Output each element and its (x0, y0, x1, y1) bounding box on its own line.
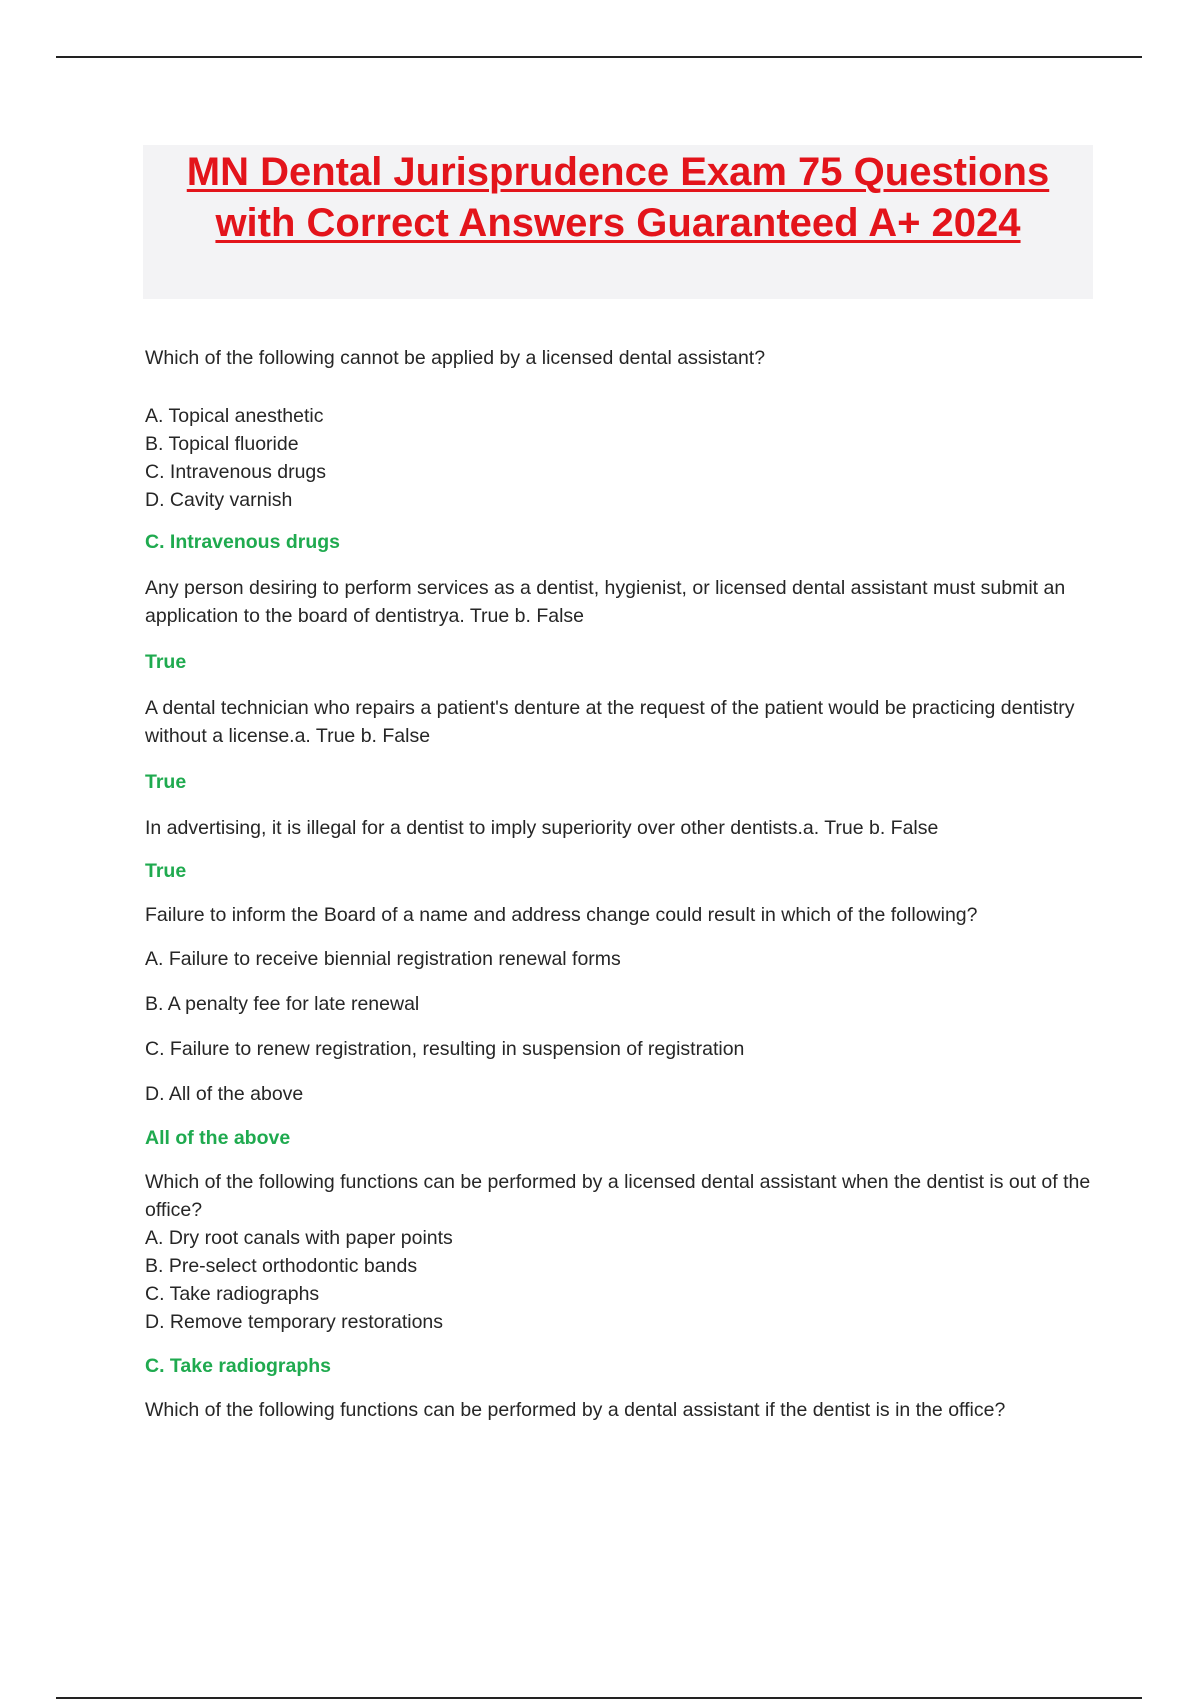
option: D. All of the above (145, 1083, 304, 1105)
option: B. A penalty fee for late renewal (145, 993, 420, 1015)
answer-1: C. Intravenous drugs (145, 531, 341, 553)
document-title: MN Dental Jurisprudence Exam 75 Questions with Correct Answers Guaranteed A+ 2024 (186, 150, 1050, 245)
top-rule (56, 56, 1142, 58)
question-5: Failure to inform the Board of a name and address change could result in which of the following? (145, 904, 978, 926)
option: C. Take radiographs (145, 1283, 320, 1305)
question-3: A dental technician who repairs a patient's denture at the request of the patient would be practicing dentistry without a license.a. True b. False (145, 697, 1075, 747)
option: D. Cavity varnish (145, 489, 293, 511)
answer-2: True (145, 651, 187, 673)
option: B. Pre-select orthodontic bands (145, 1255, 418, 1277)
option: C. Failure to renew registration, resulting in suspension of registration (145, 1038, 745, 1060)
question-1: Which of the following cannot be applied by a licensed dental assistant? (145, 347, 766, 369)
answer-3: True (145, 771, 187, 793)
question-2: Any person desiring to perform services as a dentist, hygienist, or licensed dental assistant must submit an application to the board of dentistrya. True b. False (145, 577, 1066, 627)
question-4: In advertising, it is illegal for a dentist to imply superiority over other dentists.a. True b. False (145, 817, 939, 839)
option: A. Dry root canals with paper points (145, 1227, 453, 1249)
qa-content (145, 340, 1095, 1424)
answer-6: C. Take radiographs (145, 1355, 332, 1377)
question-1-options (145, 402, 1095, 514)
option: A. Failure to receive biennial registration renewal forms (145, 948, 621, 970)
option: A. Topical anesthetic (145, 405, 324, 427)
bottom-rule (56, 1697, 1142, 1699)
question-7: Which of the following functions can be performed by a dental assistant if the dentist is in the office? (145, 1399, 1006, 1421)
answer-4: True (145, 860, 187, 882)
question-6: Which of the following functions can be performed by a licensed dental assistant when the dentist is out of the office? (145, 1171, 1091, 1221)
answer-5: All of the above (145, 1127, 291, 1149)
title-banner (143, 145, 1093, 299)
option: B. Topical fluoride (145, 433, 299, 455)
option: C. Intravenous drugs (145, 461, 327, 483)
option: D. Remove temporary restorations (145, 1311, 444, 1333)
